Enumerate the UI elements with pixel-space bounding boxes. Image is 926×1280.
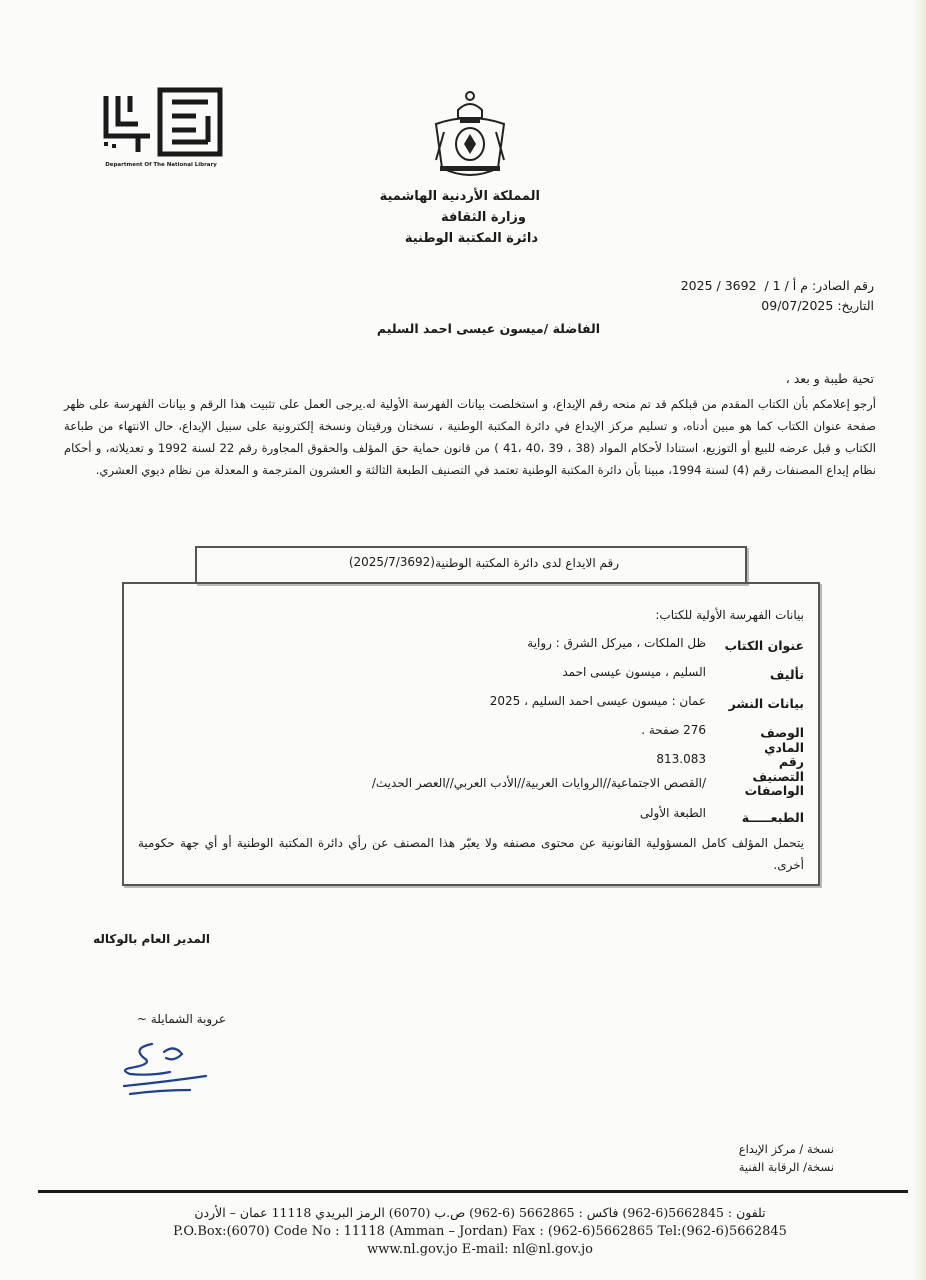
letter-body: أرجو إعلامكم بأن الكتاب المقدم من قبلكم قد تم منحه رقم الإيداع، و استخلصت بيانات الفهرسة الأولية له.يرجى العمل على تثبيت هذا الرقم و بيانات الفهرسة على ظهر صفحة عنوان الكتاب كما هو مبين أدناه، و تسليم مركز الإيداع في دائرة المكتبة الوطنية ، نسختان ورقيتان ونسخة إلكترونية على سبيل الإيداع، حال الانتهاء من طباعة الكتاب و قبل عرضه للبيع أو التوزيع، استنادا لأحكام المواد (38 ، 39 ،40 ،41 ) من قانون حماية حق المؤلف والحقوق المجاورة رقم 22 لسنة 1992 و تعديلاته، و أحكام نظام إيداع المصنفات رقم (4) لسنة 1994، مبينا بأن دائرة المكتبة الوطنية تعتمد في التصنيف الطبعة الثالثة و العشرون المترجمة و المعدلة من نظام ديوي العشري. xyxy=(64,397,876,477)
signer-name-text: عروبة الشمايلة xyxy=(150,1012,226,1026)
royal-crest-icon xyxy=(430,88,510,180)
catalog-value-classification: 813.083 xyxy=(656,752,706,766)
deposit-number-box xyxy=(195,546,747,584)
catalog-label-title: عنوان الكتاب xyxy=(724,638,804,653)
catalog-label-classification: رقم التصنيف xyxy=(752,754,804,784)
catalog-value-edition: الطبعة الأولى xyxy=(639,806,706,820)
catalog-value-physical: 276 صفحة . xyxy=(641,723,706,737)
catalog-label-physical: الوصف المادي xyxy=(760,725,804,755)
ministry-line-kingdom: المملكة الأردنية الهاشمية xyxy=(379,189,540,204)
ministry-header xyxy=(380,186,540,249)
catalog-disclaimer: يتحمل المؤلف كامل المسؤولية القانونية عن محتوى مصنفه ولا يعبّر هذا المصنف عن رأي دائرة المكتبة الوطنية أو أي جهة حكومية أخرى. xyxy=(138,836,804,872)
reference-date xyxy=(681,296,874,316)
reference-label: رقم الصادر: م أ / 1 / xyxy=(764,278,874,293)
national-library-logo xyxy=(98,86,228,174)
cataloging-box xyxy=(122,582,820,886)
footer-website: www.nl.gov.jo E-mail: nl@nl.gov.jo xyxy=(367,1242,593,1257)
reference-block xyxy=(681,276,874,316)
copy-technical-control: نسخة/ الرقابة الفنية xyxy=(738,1160,834,1174)
ministry-line-culture: وزارة الثقافة xyxy=(441,210,526,225)
catalog-label-descriptors: الواصفات xyxy=(744,783,804,798)
catalog-label-publication: بيانات النشر xyxy=(728,696,804,711)
footer-contact-arabic: تلفون : 5662845(6-962) فاكس : 5662865 (6-962) ص.ب (6070) الرمز البريدي 11118 عمان – الأردن xyxy=(194,1205,766,1220)
footer-rule xyxy=(38,1190,908,1193)
catalog-value-publication: عمان : ميسون عيسى احمد السليم ، 2025 xyxy=(489,694,706,708)
handwritten-signature xyxy=(118,1034,218,1098)
deposit-label: رقم الايداع لدى دائرة المكتبة الوطنية xyxy=(435,556,619,570)
logo-caption: Department Of The National Library xyxy=(105,162,217,168)
date-label: التاريخ: xyxy=(837,298,874,313)
date-value: 09/07/2025 xyxy=(761,298,834,313)
catalog-value-descriptors: /القصص الاجتماعية//الروايات العربية//الأدب العربي//العصر الحديث/ xyxy=(371,776,706,790)
recipient-name: الفاضلة /ميسون عيسى احمد السليم xyxy=(376,321,600,336)
catalog-label-edition: الطبعـــــة xyxy=(741,810,804,825)
ministry-line-library: دائرة المكتبة الوطنية xyxy=(404,231,538,246)
greeting: تحية طيبة و بعد ، xyxy=(785,371,874,386)
catalog-value-title: ظل الملكات ، ميركل الشرق : رواية xyxy=(527,636,706,650)
page-edge-shadow xyxy=(912,0,926,1280)
copy-deposit-center: نسخة / مركز الإيداع xyxy=(738,1142,834,1156)
reference-value: 2025 / 3692 xyxy=(680,278,757,293)
director-title: المدير العام بالوكاله xyxy=(93,932,210,946)
dash-mark: ~ xyxy=(136,1012,147,1026)
copies-distribution xyxy=(739,1140,834,1176)
deposit-number: (2025/7/3692) xyxy=(348,555,435,569)
reference-number xyxy=(681,276,874,296)
footer-contact-english: P.O.Box:(6070) Code No : 11118 (Amman – Jordan) Fax : (962-6)5662865 Tel:(962-6)5662845 xyxy=(173,1224,787,1239)
catalog-value-author: السليم ، ميسون عيسى احمد xyxy=(562,665,706,679)
catalog-header: بيانات الفهرسة الأولية للكتاب: xyxy=(655,608,804,622)
signer-name xyxy=(137,1012,226,1026)
catalog-label-author: تأليف xyxy=(769,667,804,682)
